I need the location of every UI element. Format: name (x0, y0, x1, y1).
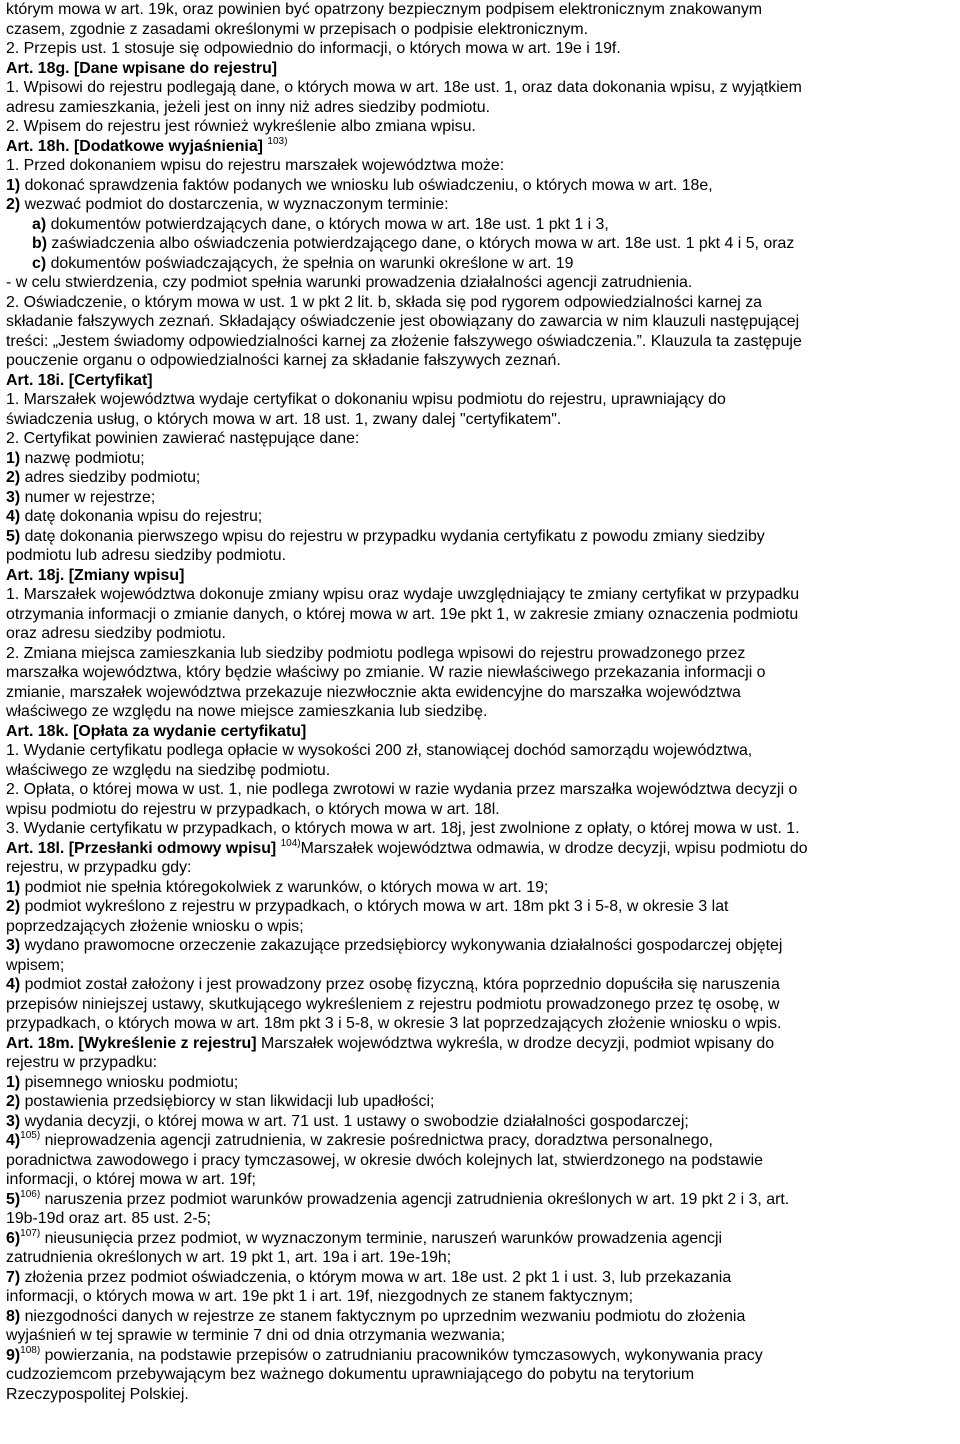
paragraph-text: którym mowa w art. 19k, oraz powinien być opatrzony bezpiecznym podpisem elektronicznym znakowanym (6, 1, 763, 18)
paragraph-text: treści: „Jestem świadomy odpowiedzialności karnej za złożenie fałszywego oświadczenia.”. Klauzula ta zastępuje (6, 332, 802, 350)
paragraph-text: nieusunięcia przez podmiot, w wyznaczonym terminie, naruszeń warunków prowadzenia agencji (44, 1229, 723, 1247)
list-item-line (6, 936, 954, 956)
paragraph-line (6, 858, 954, 878)
paragraph-line (6, 1209, 954, 1229)
footnote-ref: 108) (20, 1345, 41, 1356)
paragraph-line (6, 1053, 954, 1073)
list-marker: 2) (6, 469, 21, 486)
footnote-ref: 107) (20, 1228, 41, 1239)
paragraph-text: otrzymania informacji o zmianie danych, o której mowa w art. 19e pkt 1, w zakresie zmiany oznaczenia podmiotu (6, 605, 799, 623)
paragraph-text: podmiotu lub adresu siedziby podmiotu. (6, 547, 287, 564)
paragraph-text: 1. Marszałek województwa wydaje certyfikat o dokonaniu wpisu podmiotu do rejestru, uprawniający do (6, 391, 726, 408)
paragraph-line (6, 702, 954, 722)
footnote-ref: 103) (267, 136, 288, 147)
paragraph-text: 19b-19d oraz art. 85 ust. 2-5; (6, 1210, 211, 1227)
paragraph-line (6, 1365, 954, 1385)
paragraph-text: składanie fałszywych zeznań. Składający oświadczenie jest obowiązany do zawarcia w nim klauzuli następującej (6, 313, 800, 330)
list-item-line (6, 488, 954, 508)
article-heading: Art. 18i. [Certyfikat] (6, 371, 153, 389)
article-heading: Art. 18g. [Dane wpisane do rejestru] (6, 59, 278, 77)
paragraph-text: 1. Marszałek województwa dokonuje zmiany wpisu oraz wydaje uwzględniający te zmiany certyfikat w przypadku (6, 586, 800, 603)
list-item-line (6, 1190, 954, 1210)
list-item-line (6, 215, 954, 235)
list-item-line (6, 897, 954, 917)
list-marker: 1) (6, 1073, 21, 1091)
paragraph-line (6, 800, 954, 820)
list-marker: 8) (6, 1307, 21, 1325)
paragraph-text: wezwać podmiot do dostarczenia, w wyznaczonym terminie: (24, 196, 449, 213)
paragraph-line (6, 293, 954, 313)
list-item-line (6, 975, 954, 995)
paragraph-line (6, 741, 954, 761)
paragraph-line (6, 663, 954, 683)
list-item-line (6, 507, 954, 527)
list-item-line (6, 1131, 954, 1151)
list-marker: 4) (6, 976, 21, 993)
article-heading: Art. 18l. [Przesłanki odmowy wpisu] (6, 839, 277, 857)
article-heading: Art. 18m. [Wykreślenie z rejestru] (6, 1034, 257, 1052)
article-heading: Art. 18k. [Opłata za wydanie certyfikatu] (6, 722, 307, 740)
footnote-ref: 105) (20, 1131, 41, 1141)
paragraph-text: informacji, o których mowa w art. 19e pkt 1 i art. 19f, niezgodnych ze stanem faktycznym; (6, 1288, 634, 1305)
paragraph-text: marszałka województwa, który będzie właściwy po zmianie. W razie niewłaściwego przekazania informacji o (6, 664, 766, 681)
paragraph-line (6, 624, 954, 644)
paragraph-text: przypadkach, o których mowa w art. 18m pkt 3 i 5-8, w okresie 3 lat poprzedzających złożenie wniosku o wpis. (6, 1015, 782, 1032)
paragraph-text: dokumentów poświadczających, że spełnia on warunki określone w art. 19 (50, 254, 574, 272)
paragraph-text: wpisem; (6, 956, 65, 974)
list-marker: 9) (6, 1346, 21, 1364)
paragraph-text: 2. Opłata, o której mowa w ust. 1, nie podlega zwrotowi w razie wydania przez marszałka województwa decyzji o (6, 781, 798, 798)
article-heading: Art. 18j. [Zmiany wpisu] (6, 566, 185, 584)
list-marker: 5) (6, 527, 21, 545)
paragraph-text: 2. Wpisem do rejestru jest również wykreślenie albo zmiana wpisu. (6, 118, 476, 135)
paragraph-text: świadczenia usług, o których mowa w art. 18 ust. 1, zwany dalej "certyfikatem". (6, 410, 562, 428)
paragraph-text: informacji, o której mowa w art. 19f; (6, 1171, 256, 1188)
paragraph-text: podmiot został założony i jest prowadzony przez osobę fizyczną, która poprzednio dopuściła się naruszenia (24, 976, 780, 993)
paragraph-text: pisemnego wniosku podmiotu; (24, 1073, 239, 1091)
list-marker: c) (32, 254, 47, 272)
paragraph-text: Marszałek województwa odmawia, w drodze decyzji, wpisu podmiotu do (300, 839, 808, 857)
paragraph-text: 2. Przepis ust. 1 stosuje się odpowiednio do informacji, o których mowa w art. 19e i 19f. (6, 40, 621, 57)
list-item-line (6, 1092, 954, 1112)
list-marker: b) (32, 235, 47, 252)
paragraph-text: rejestru, w przypadku gdy: (6, 859, 192, 876)
list-marker: 4) (6, 508, 21, 525)
paragraph-line (6, 995, 954, 1015)
paragraph-text: postawienia przedsiębiorcy w stan likwidacji lub upadłości; (24, 1093, 435, 1110)
paragraph-line (6, 819, 954, 839)
paragraph-line (6, 1248, 954, 1268)
paragraph-line (6, 117, 954, 137)
list-marker: 3) (6, 488, 21, 506)
article-heading-line (6, 722, 954, 742)
paragraph-line (6, 1151, 954, 1171)
paragraph-text: oraz adresu siedziby podmiotu. (6, 625, 226, 642)
list-item-line (6, 1112, 954, 1132)
article-heading-line (6, 59, 954, 79)
list-marker: 1) (6, 449, 21, 467)
paragraph-line (6, 546, 954, 566)
article-heading-line (6, 371, 954, 391)
paragraph-text: rejestru w przypadku: (6, 1054, 158, 1071)
list-marker: 3) (6, 937, 21, 954)
paragraph-line (6, 1385, 954, 1405)
paragraph-line (6, 351, 954, 371)
list-item-line (6, 1268, 954, 1288)
paragraph-line (6, 644, 954, 664)
paragraph-line (6, 1287, 954, 1307)
paragraph-line (6, 156, 954, 176)
list-marker: 6) (6, 1229, 21, 1247)
list-marker: 2) (6, 898, 21, 915)
paragraph-line (6, 0, 954, 20)
paragraph-text: Marszałek województwa wykreśla, w drodze decyzji, podmiot wpisany do (260, 1034, 775, 1052)
paragraph-text: zatrudnienia określonych w art. 19 pkt 1, art. 19a i art. 19e-19h; (6, 1249, 452, 1266)
list-marker: 2) (6, 196, 21, 213)
paragraph-text: nazwę podmiotu; (24, 449, 145, 467)
paragraph-text: wpisu podmiotu do rejestru w przypadkach, o których mowa w art. 18l. (6, 800, 500, 818)
paragraph-line (6, 312, 954, 332)
paragraph-line (6, 39, 954, 59)
list-marker: 3) (6, 1112, 21, 1130)
paragraph-text: podmiot wykreślono z rejestru w przypadkach, o których mowa w art. 18m pkt 3 i 5-8, w okresie 3 lat (24, 898, 729, 915)
paragraph-text: - w celu stwierdzenia, czy podmiot spełnia warunki prowadzenia działalności agencji zatrudnienia. (6, 274, 693, 291)
paragraph-text: podmiot nie spełnia któregokolwiek z warunków, o których mowa w art. 19; (24, 878, 549, 896)
paragraph-text: datę dokonania wpisu do rejestru; (24, 508, 263, 525)
list-item-line (6, 195, 954, 215)
paragraph-text: naruszenia przez podmiot warunków prowadzenia agencji zatrudnienia określonych w art. 19 pkt 2 i 3, art. (44, 1190, 790, 1208)
list-item-line (6, 527, 954, 547)
paragraph-text: właściwego ze względu na siedzibę podmiotu. (6, 761, 331, 779)
list-marker: 1) (6, 176, 21, 194)
paragraph-text: 1. Przed dokonaniem wpisu do rejestru marszałek województwa może: (6, 157, 505, 174)
paragraph-text: adres siedziby podmiotu; (24, 469, 201, 486)
paragraph-text: wydano prawomocne orzeczenie zakazujące przedsiębiorcy wykonywania działalności gospodarczej objętej (24, 937, 783, 954)
paragraph-line (6, 761, 954, 781)
paragraph-text: 1. Wydanie certyfikatu podlega opłacie w wysokości 200 zł, stanowiącej dochód samorządu województwa, (6, 742, 753, 759)
paragraph-text: wydania decyzji, o której mowa w art. 71 ust. 1 ustawy o swobodzie działalności gospodarczej; (24, 1112, 689, 1130)
paragraph-line (6, 20, 954, 40)
paragraph-text: adresu zamieszkania, jeżeli jest on inny niż adres siedziby podmiotu. (6, 98, 491, 116)
paragraph-text: Rzeczypospolitej Polskiej. (6, 1385, 189, 1403)
article-heading: Art. 18h. [Dodatkowe wyjaśnienia] (6, 137, 263, 155)
paragraph-text: cudzoziemcom przebywającym bez ważnego dokumentu uprawniającego do pobytu na terytorium (6, 1366, 695, 1383)
paragraph-line (6, 585, 954, 605)
list-item-line (6, 176, 954, 196)
paragraph-line (6, 332, 954, 352)
paragraph-line (6, 78, 954, 98)
paragraph-line (6, 1170, 954, 1190)
list-item-line (6, 1307, 954, 1327)
paragraph-text: 1. Wpisowi do rejestru podlegają dane, o których mowa w art. 18e ust. 1, oraz data dokonania wpisu, z wyjątkiem (6, 79, 802, 96)
paragraph-text: numer w rejestrze; (24, 488, 156, 506)
list-item-line (6, 449, 954, 469)
paragraph-text: wyjaśnień w tej sprawie w terminie 7 dni od dnia otrzymania wezwania; (6, 1327, 506, 1344)
paragraph-text: pouczenie organu o odpowiedzialności karnej za składanie fałszywych zeznań. (6, 352, 561, 369)
list-item-line (6, 1346, 954, 1366)
paragraph-line (6, 98, 954, 118)
paragraph-line (6, 780, 954, 800)
paragraph-line (6, 917, 954, 937)
article-heading-line (6, 1034, 954, 1054)
list-item-line (6, 878, 954, 898)
paragraph-text: datę dokonania pierwszego wpisu do rejestru w przypadku wydania certyfikatu z powodu zmiany siedziby (24, 527, 765, 545)
article-heading-line (6, 137, 954, 157)
list-item-line (6, 254, 954, 274)
paragraph-text: poradnictwa zawodowego i pracy tymczasowej, w okresie dwóch kolejnych lat, stwierdzonego na podstawie (6, 1151, 763, 1169)
paragraph-text: zaświadczenia albo oświadczenia potwierdzającego dane, o których mowa w art. 18e ust. 1 pkt 4 i 5, oraz (51, 235, 795, 252)
paragraph-text: dokonać sprawdzenia faktów podanych we wniosku lub oświadczeniu, o których mowa w art. 18e, (24, 176, 713, 194)
list-item-line (6, 1229, 954, 1249)
paragraph-text: właściwego ze względu na nowe miejsce zamieszkania lub siedzibę. (6, 703, 488, 720)
list-item-line (6, 1073, 954, 1093)
paragraph-text: niezgodności danych w rejestrze ze stanem faktycznym po uprzednim wezwaniu podmiotu do złożenia (24, 1307, 746, 1325)
list-item-line (6, 468, 954, 488)
paragraph-line (6, 1326, 954, 1346)
list-marker: 4) (6, 1132, 21, 1149)
list-item-line (6, 234, 954, 254)
paragraph-text: przepisów niniejszej ustawy, skutkującego wykreśleniem z rejestru podmiotu prowadzonego przez tę osobę, w (6, 995, 780, 1013)
paragraph-line (6, 1014, 954, 1034)
paragraph-text: nieprowadzenia agencji zatrudnienia, w zakresie pośrednictwa pracy, doradztwa personalnego, (44, 1132, 713, 1149)
paragraph-text: dokumentów potwierdzających dane, o których mowa w art. 18e ust. 1 pkt 1 i 3, (50, 215, 609, 233)
list-marker: 2) (6, 1093, 21, 1110)
paragraph-line (6, 605, 954, 625)
paragraph-line (6, 273, 954, 293)
paragraph-text: 2. Certyfikat powinien zawierać następujące dane: (6, 430, 360, 447)
paragraph-text: 2. Oświadczenie, o którym mowa w ust. 1 w pkt 2 lit. b, składa się pod rygorem odpowiedzialności karnej za (6, 293, 763, 311)
paragraph-line (6, 683, 954, 703)
paragraph-line (6, 429, 954, 449)
list-marker: 5) (6, 1190, 21, 1208)
paragraph-text: powierzania, na podstawie przepisów o zatrudnianiu pracowników tymczasowych, wykonywania pracy (44, 1346, 763, 1364)
article-heading-line (6, 839, 954, 859)
paragraph-text: zmianie, marszałek województwa przekazuje niezwłocznie akta ewidencyjne do marszałka województwa (6, 683, 741, 701)
article-heading-line (6, 566, 954, 586)
paragraph-text: 3. Wydanie certyfikatu w przypadkach, o których mowa w art. 18j, jest zwolnione z opłaty, o której mowa w ust. 1. (6, 820, 800, 837)
paragraph-line (6, 390, 954, 410)
list-marker: 7) (6, 1268, 21, 1286)
paragraph-text: złożenia przez podmiot oświadczenia, o którym mowa w art. 18e ust. 2 pkt 1 i ust. 3, lub przekazania (24, 1268, 732, 1286)
list-marker: a) (32, 215, 47, 233)
list-marker: 1) (6, 878, 21, 896)
footnote-ref: 104) (280, 838, 301, 849)
paragraph-text: czasem, zgodnie z zasadami określonymi w przepisach o podpisie elektronicznym. (6, 20, 589, 38)
paragraph-line (6, 956, 954, 976)
paragraph-line (6, 410, 954, 430)
paragraph-text: poprzedzających złożenie wniosku o wpis; (6, 917, 304, 935)
footnote-ref: 106) (20, 1189, 41, 1200)
paragraph-text: 2. Zmiana miejsca zamieszkania lub siedziby podmiotu podlega wpisowi do rejestru prowadzonego przez (6, 644, 746, 662)
